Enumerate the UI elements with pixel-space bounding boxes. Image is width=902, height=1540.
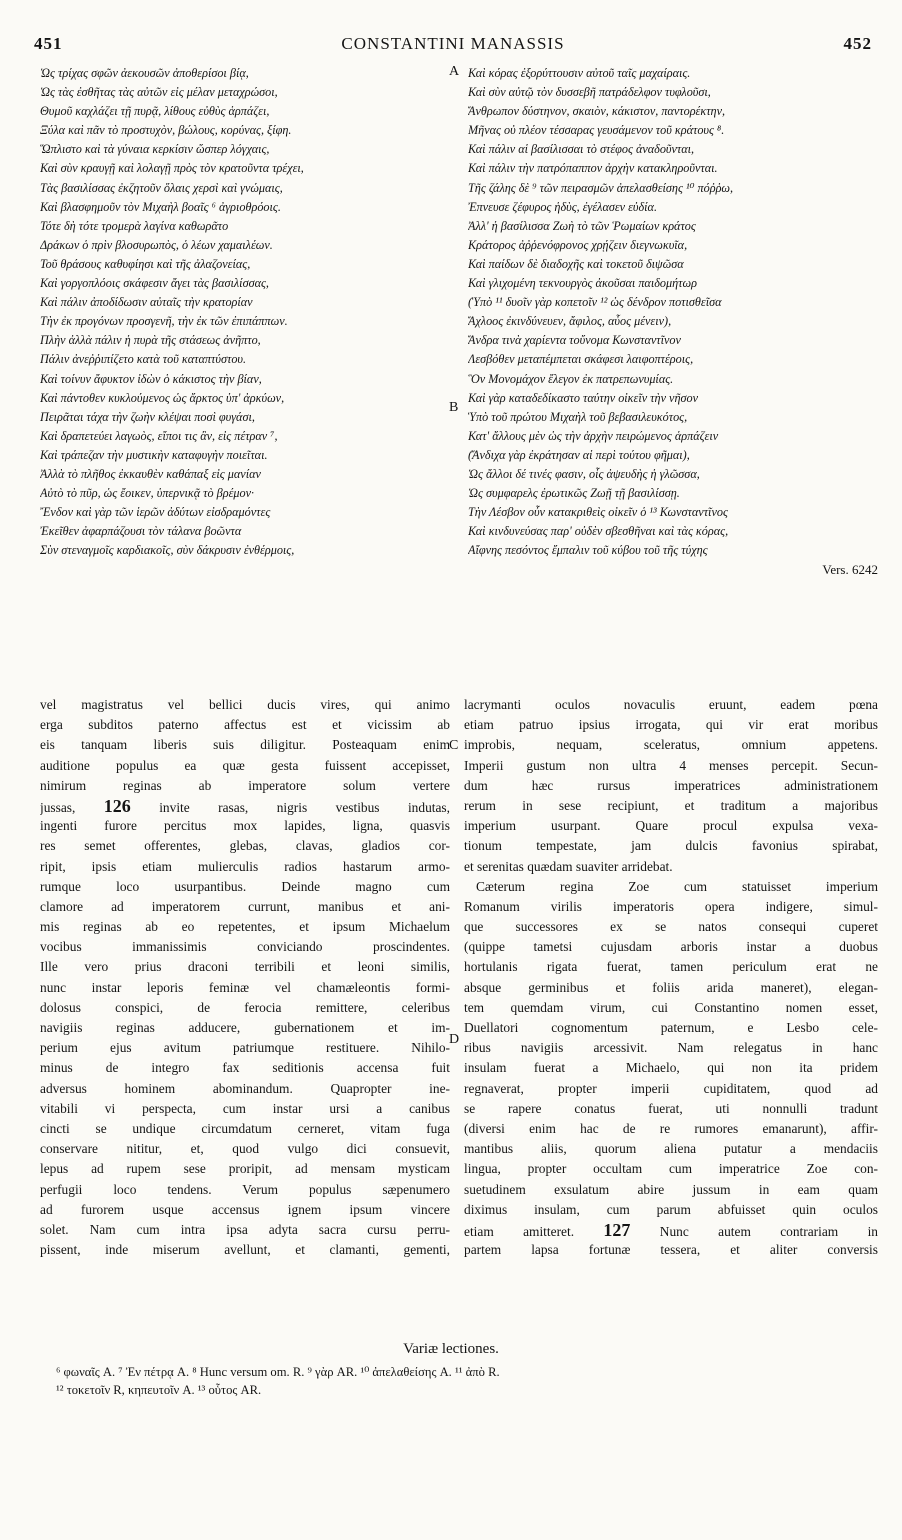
- latin-text-line: jussas, 126 invite rasas, nigris vestibus indutas,: [40, 795, 450, 816]
- greek-verse-line: Μῆνας οὐ πλέον τέσσαρας γευσάμενον τοῦ κράτους ⁸.: [468, 123, 725, 138]
- greek-verse-line: Καὶ πάλιν τὴν πατρόπαππον ἀρχὴν κατακληροῦνται.: [468, 161, 718, 176]
- greek-verse-line: Ὑπὸ τοῦ πρώτου Μιχαὴλ τοῦ βεβασιλευκότος,: [468, 409, 688, 424]
- greek-verse-line: Πλὴν ἀλλὰ πάλιν ἡ πυρὰ τῆς στάσεως ἀνῆπτο,: [40, 333, 261, 348]
- greek-verse-line: Αἴφνης πεσόντος ἔμπαλιν τοῦ κύβου τοῦ τῆς τύχης: [468, 543, 708, 558]
- greek-verse-column-right: [468, 64, 878, 580]
- folio-number: 127: [603, 1219, 631, 1240]
- latin-text-line: dum hæc rursus imperatrices administrationem: [464, 777, 878, 793]
- latin-translation-column-left: [40, 695, 450, 1260]
- latin-text-line: mis reginas ab eo repetentes, et ipsum Michaelum: [40, 919, 450, 935]
- margin-letter-a: A: [449, 64, 460, 79]
- greek-verse-line: Καὶ γὰρ καταδεδίκαστο ταύτην οἰκεῖν τὴν νῆσον: [468, 390, 699, 405]
- margin-letter-c: C: [449, 738, 459, 753]
- folio-number: 126: [103, 795, 131, 816]
- greek-verse-line: Καὶ πάλιν αἱ βασίλισσαι τὸ στέφος ἀναδοῦνται,: [468, 142, 695, 157]
- greek-verse-line: Τότε δὴ τότε τρομερὰ λαγίνα καθωρᾶτο: [40, 218, 229, 233]
- verse-number: Vers. 6242: [822, 562, 878, 578]
- greek-verse-line: Καὶ τοίνυν ἄφυκτον ἰδὼν ὁ κάκιστος τὴν βίαν,: [40, 371, 262, 386]
- latin-text-line: Imperii gustum non ultra 4 menses percepit. Secun-: [464, 757, 878, 773]
- greek-verse-line: Τῆς ζάλης δὲ ⁹ τῶν πειρασμῶν ἀπελασθείσης ¹⁰ πόῤῥω,: [468, 180, 734, 195]
- latin-text-line: Cæterum regina Zoe cum statuisset imperium: [476, 878, 878, 894]
- greek-verse-line: Κατ' ἄλλους μὲν ὡς τὴν ἀρχὴν πειρώμενος ἁρπάζειν: [468, 428, 719, 443]
- greek-verse-line: Θυμοῦ καχλάζει τῇ πυρᾷ, λίθους εὐθὺς ἁρπάζει,: [40, 104, 270, 119]
- latin-text-line: Romanum virilis imperatoris opera indigere, simul-: [464, 898, 878, 914]
- greek-verse-line: Καὶ σὺν κραυγῇ καὶ λολαγῇ πρὸς τὸν κρατοῦντα τρέχει,: [40, 161, 304, 176]
- latin-text-line: tionum tempestate, jam dulcis favonius spirabat,: [464, 838, 878, 854]
- variae-lectiones-heading: Variæ lectiones.: [403, 1341, 499, 1357]
- latin-text-line: regnaverat, propter imperii cupiditatem, quod ad: [464, 1080, 878, 1096]
- latin-text-line: ad furorem usque accensus ignem ipsum vincere: [40, 1201, 450, 1217]
- latin-text-line: nunc instar leporis feminæ vel chamæleontis formi-: [40, 979, 450, 995]
- greek-verse-line: Ὥπλιστο καὶ τὰ γύναια κερκίσιν ὥσπερ λόγχαις,: [40, 142, 270, 157]
- latin-text-line: solet. Nam cum intra ipsa adyta sacra cursu perru-: [40, 1221, 450, 1237]
- latin-text-line: ingenti furore percitus mox lapides, ligna, quasvis: [40, 818, 450, 834]
- greek-verse-line: Κράτορος ἀῤῥενόφρονος χρῄζειν διεγνωκυῖα,: [468, 237, 688, 252]
- latin-text-line: auditione populus ea quæ gesta fuissent accepisset,: [40, 757, 450, 773]
- latin-text-line: dolosus conspici, de ferocia remittere, celeribus: [40, 999, 450, 1015]
- greek-verse-line: Αὐτὸ τὸ πῦρ, ὡς ἔοικεν, ὑπερνικᾷ τὸ βρέμον·: [40, 486, 255, 501]
- greek-verse-line: Λεσβόθεν μεταπέμπεται σκάφεσι λαιφοπτέροις,: [468, 352, 694, 367]
- latin-text-line: perium ejus avitum patriumque restituere. Nihilo-: [40, 1040, 450, 1056]
- greek-verse-line: Τὴν Λέσβον οὖν κατακριθεὶς οἰκεῖν ὁ ¹³ Κωνσταντῖνος: [468, 505, 728, 520]
- latin-text-line: adversus hominem abominandum. Quapropter ine-: [40, 1080, 450, 1096]
- greek-verse-line: Καὶ παίδων δὲ διαδοχῆς καὶ τοκετοῦ διψῶσα: [468, 256, 684, 271]
- latin-text-line: minus de integro fax seditionis accensa fuit: [40, 1060, 450, 1076]
- greek-verse-line: Ὡς ἄλλοι δέ τινές φασιν, οἷς ἀψευδὴς ἡ γλῶσσα,: [468, 466, 700, 481]
- latin-translation-column-right: [464, 695, 878, 1260]
- latin-text-line: lingua, propter occultam cum imperatrice Zoe con-: [464, 1161, 878, 1177]
- latin-text-line: lacrymanti oculos novaculis eruunt, eadem pœna: [464, 697, 878, 712]
- greek-verse-line: Καὶ σὺν αὐτῷ τὸν δυσσεβῆ πατράδελφον τυφλοῦσι,: [468, 85, 711, 100]
- latin-text-line: rumque loco usurpantibus. Deinde magno cum: [40, 878, 450, 894]
- latin-text-line: (quippe tametsi cujusdam arboris instar a duobus: [464, 939, 878, 955]
- greek-verse-line: Καὶ πάντοθεν κυκλούμενος ὡς ἄρκτος ὑπ' ἀρκύων,: [40, 390, 285, 405]
- greek-verse-line: Ἄνδρα τινὰ χαρίεντα τοὔνομα Κωνσταντῖνον: [468, 333, 681, 348]
- greek-verse-line: Ἀλλὰ τὸ πλῆθος ἐκκαυθὲν καθάπαξ εἰς μανίαν: [40, 466, 261, 481]
- latin-text-line: absque germinibus et foliis arida maneret), elegan-: [464, 979, 878, 995]
- latin-text-line: etiam amitteret. 127 Nunc autem contrariam in: [464, 1219, 878, 1240]
- latin-text-line: lepus ad rupem sese proripit, ad mensam mysticam: [40, 1161, 450, 1177]
- latin-text-line: vitabili vi perspecta, cum instar ursi a canibus: [40, 1100, 450, 1116]
- latin-text-line: que successores ex se natos consequi cuperet: [464, 919, 878, 935]
- latin-text-line: Ille vero prius draconi terribili et leoni similis,: [40, 959, 450, 975]
- greek-verse-line: Πειρᾶται τάχα τὴν ζωὴν κλέψαι ποσὶ φυγάσι,: [40, 409, 255, 424]
- greek-verse-column-left: [40, 64, 448, 560]
- greek-verse-line: Ἀλλ' ἡ βασίλισσα Ζωὴ τὸ τῶν Ῥωμαίων κράτος: [468, 218, 696, 233]
- latin-text-line: erga subditos paterno affectus est et vicissim ab: [40, 717, 450, 733]
- page-number-right: 452: [843, 34, 872, 53]
- latin-text-line: perfugii loco tendens. Verum populus sæpenumero: [40, 1181, 450, 1197]
- greek-verse-line: Ὡς τρίχας σφῶν ἀεκουσῶν ἀποθερίσοι βίᾳ,: [40, 66, 249, 80]
- greek-verse-line: Ὡς τὰς ἐσθῆτας τὰς αὐτῶν εἰς μέλαν μεταχρώσοι,: [40, 85, 278, 100]
- greek-verse-line: Ὡς συμφαρελς ἐρωτικῶς Ζωῇ τῇ βασιλίσσῃ.: [468, 486, 680, 501]
- latin-text-line: clamore ad imperatorem currunt, manibus et ani-: [40, 898, 450, 914]
- latin-text-line: Duellatori cognomentum paternum, e Lesbo cele-: [464, 1020, 878, 1035]
- greek-verse-line: Τὰς βασιλίσσας ἐκζητοῦν ὅλαις χερσὶ καὶ γνώμαις,: [40, 180, 283, 195]
- latin-text-line: vocibus immanissimis conviciando proscindentes.: [40, 939, 450, 955]
- greek-verse-line: Τὴν ἐκ προγόνων προσγενῆ, τὴν ἐκ τῶν ἐπιπάππων.: [40, 314, 288, 329]
- margin-letter-b: B: [449, 400, 459, 415]
- greek-verse-line: Καὶ βλασφημοῦν τὸν Μιχαὴλ βοαῖς ⁶ ἀγριοθρόοις.: [40, 199, 281, 214]
- greek-verse-line: Σὺν στεναγμοῖς καρδιακοῖς, σὺν δάκρυσιν ἐνθέρμοις,: [40, 543, 295, 558]
- greek-verse-line: Καὶ τράπεζαν τὴν μυστικὴν καταφυγὴν ποιεῖται.: [40, 447, 268, 462]
- latin-text-line: imperium usurpant. Quare procul expulsa vexa-: [464, 818, 878, 834]
- latin-text-line: insulam fuerat a Michaelo, qui non ita pridem: [464, 1060, 878, 1076]
- latin-text-line: et serenitas quædam suaviter arridebat.: [464, 858, 673, 874]
- latin-text-line: res semet offerentes, glebas, clavas, gladios cor-: [40, 838, 450, 854]
- greek-verse-line: Καὶ γοργοπλόοις σκάφεσιν ἄγει τὰς βασιλίσσας,: [40, 276, 269, 291]
- greek-verse-line: Πάλιν ἀνεῤῥιπίζετο κατὰ τοῦ καταπτύστου.: [40, 352, 247, 367]
- latin-text-line: suetudinem exsulatum abire jussum in eam quam: [464, 1181, 878, 1197]
- footnotes: [56, 1363, 876, 1399]
- latin-text-line: navigiis reginas adducere, gubernationem et im-: [40, 1020, 450, 1035]
- greek-verse-line: (Ὑπὸ ¹¹ δυοῖν γὰρ κοπετοῖν ¹² ὡς δένδρον ποτισθεῖσα: [468, 295, 722, 310]
- latin-text-line: se rapere conatus fuerat, uti nonnulli tradunt: [464, 1100, 878, 1116]
- greek-verse-line: Ἔνδον καὶ γὰρ τῶν ἱερῶν ἀδύτων εἰσδραμόντες: [40, 505, 271, 520]
- latin-text-line: vel magistratus vel bellici ducis vires, qui animo: [40, 697, 450, 712]
- footnote-line: ¹² τοκετοῖν R, κηπευτοῖν A. ¹³ οὗτος AR.: [56, 1383, 262, 1397]
- greek-verse-line: Καὶ γλιχομένη τεκνουργὸς ἀκοῦσαι παιδομήτωρ: [468, 276, 697, 291]
- latin-text-line: nimirum reginas ab imperatore solum vertere: [40, 777, 450, 793]
- greek-verse-line: Καὶ κόρας ἐξορύττουσιν αὐτοῦ ταῖς μαχαίραις.: [468, 66, 691, 80]
- greek-verse-line: (Ἄνδιχα γὰρ ἐκράτησαν αἱ περὶ τούτου φῆμαι),: [468, 447, 690, 462]
- latin-text-line: diximus insulam, cum parum abfuisset quin oculos: [464, 1201, 878, 1217]
- greek-verse-line: Ξύλα καὶ πᾶν τὸ προστυχὸν, βώλους, κορύνας, ξίφη.: [40, 123, 292, 138]
- greek-verse-line: Καὶ κινδυνεύσας παρ' οὐδὲν σβεσθῆναι καὶ τὰς κόρας,: [468, 524, 729, 539]
- latin-text-line: hortulanis rigata fuerat, tamen periculum erat ne: [464, 959, 878, 975]
- greek-verse-line: Ἄχλοος ἐκινδύνευεν, ἄφιλος, αὖος μένειν),: [468, 314, 672, 329]
- margin-letter-d: D: [449, 1032, 460, 1047]
- latin-text-line: mantibus aliis, quorum aliena putatur a mendaciis: [464, 1141, 878, 1157]
- greek-verse-line: Ἐπνευσε ζέφυρος ἡδὺς, ἐγέλασεν εὐδία.: [468, 199, 658, 214]
- running-title: CONSTANTINI MANASSIS: [341, 34, 565, 53]
- latin-text-line: partem lapsa fortunæ tessera, et aliter conversis: [464, 1242, 878, 1258]
- latin-text-line: conservare nititur, et, quod vulgo dici consuevit,: [40, 1141, 450, 1157]
- latin-text-line: ripit, ipsis etiam mulierculis radios hastarum armo-: [40, 858, 450, 874]
- latin-text-line: eis tanquam liberis suis diligitur. Posteaquam enim: [40, 737, 450, 753]
- page-number-left: 451: [34, 34, 63, 53]
- page-header: [34, 34, 872, 60]
- greek-verse-line: Ἄνθρωπον δύστηνον, σκαιὸν, κάκιστον, παντορέκτην,: [468, 104, 726, 119]
- latin-text-line: etiam patruo ipsius irrogata, qui vir erat moribus: [464, 717, 878, 733]
- greek-verse-line: Καὶ πάλιν ἀποδίδωσιν αὐταῖς τὴν κρατορίαν: [40, 295, 253, 310]
- latin-text-line: pissent, inde miserum avellunt, et clamanti, gementi,: [40, 1242, 450, 1258]
- latin-text-line: cincti se undique circumdatum cerneret, vitam fuga: [40, 1120, 450, 1136]
- latin-text-line: ribus navigiis arcessivit. Nam relegatus in hanc: [464, 1040, 878, 1056]
- latin-text-line: (diversi enim hac de re rumores emanarunt), affir-: [464, 1120, 878, 1136]
- latin-text-line: rerum in sese recipiunt, et traditum a majoribus: [464, 797, 878, 813]
- greek-verse-line: Ἐκεῖθεν ἀφαρπάζουσι τὸν τάλανα βοῶντα: [40, 524, 242, 539]
- latin-text-line: tem quemdam virum, cui Constantino nomen esset,: [464, 999, 878, 1015]
- greek-verse-line: Ὃν Μονομάχον ἔλεγον ἐκ πατρεπωνυμίας.: [468, 371, 674, 386]
- latin-text-line: improbis, nequam, sceleratus, omnium appetens.: [464, 737, 878, 753]
- greek-verse-line: Καὶ δραπετεύει λαγωὸς, εἴποι τις ἂν, εἰς πέτραν ⁷,: [40, 428, 278, 443]
- greek-verse-line: Δράκων ὁ πρὶν βλοσυρωπὸς, ὁ λέων χαμαιλέων.: [40, 237, 273, 252]
- greek-verse-line: Τοῦ θράσους καθυφίησι καὶ τῆς ἀλαζονείας,: [40, 256, 251, 271]
- footnote-line: ⁶ φωναῖς A. ⁷ Ἐν πέτρᾳ A. ⁸ Hunc versum om. R. ⁹ γὰρ AR. ¹⁰ ἀπελαθείσης A. ¹¹ ἀπὸ R.: [56, 1365, 500, 1379]
